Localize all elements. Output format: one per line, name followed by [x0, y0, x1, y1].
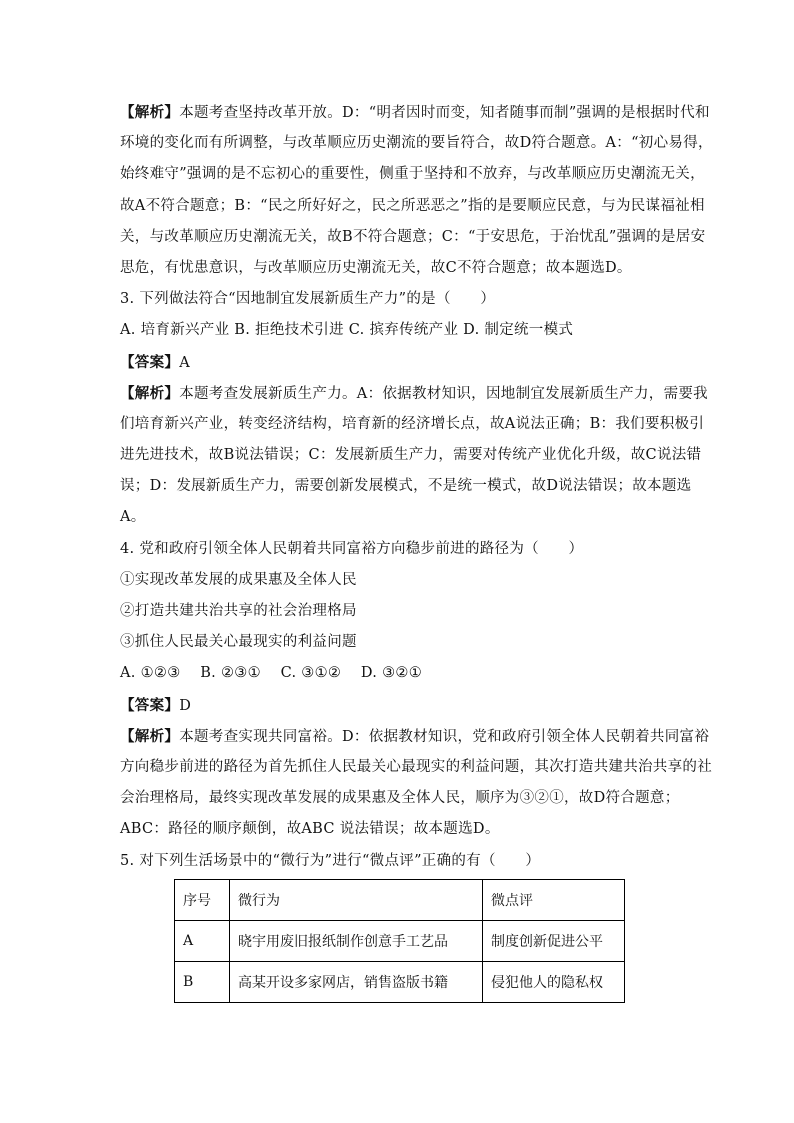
table-header-cell: 序号	[175, 879, 230, 920]
question-4-analysis: 会治理格局，最终实现改革发展的成果惠及全体人民，顺序为③②①，故D符合题意；	[120, 790, 680, 807]
table-row	[175, 920, 625, 961]
table-header-cell: 微行为	[230, 879, 483, 920]
question-4-options: A. ①②③ B. ②③① C. ③①② D. ③②①	[120, 665, 423, 682]
document-page	[120, 97, 713, 1003]
question-4-item: ②打造共建共治共享的社会治理格局	[120, 603, 357, 619]
analysis-line: 故A不符合题意；B：“民之所好好之，民之所恶恶之”指的是要顺应民意，与为民谋福祉相	[120, 197, 705, 214]
question-5: 5. 对下列生活场景中的“微行为”进行“微点评”正确的有（ ）	[120, 852, 541, 869]
question-4-analysis: ABC：路径的顺序颠倒，故ABC 说法错误；故本题选D。	[120, 821, 500, 838]
table-cell: A	[175, 920, 230, 961]
question-5-table	[174, 879, 625, 1003]
question-3-options: A. 培育新兴产业 B. 拒绝技术引进 C. 摈弃传统产业 D. 制定统一模式	[120, 322, 574, 339]
question-4-item: ③抓住人民最关心最现实的利益问题	[120, 634, 357, 651]
question-3-analysis: 误；D：发展新质生产力，需要创新发展模式，不是统一模式，故D说法错误；故本题选	[120, 478, 692, 495]
question-4-analysis: 【解析】本题考查实现共同富裕。D：依据教材知识，党和政府引领全体人民朝着共同富裕	[120, 727, 710, 745]
table-header-row	[175, 879, 625, 920]
table-cell: 晓宇用废旧报纸制作创意手工艺品	[230, 920, 483, 961]
question-4-analysis: 方向稳步前进的路径为首先抓住人民最关心最现实的利益问题，其次打造共建共治共享的社	[120, 758, 712, 775]
table-cell: 高某开设多家网店，销售盗版书籍	[230, 961, 483, 1002]
question-3-analysis: 们培育新兴产业，转变经济结构，培育新的经济增长点，故A说法正确；B：我们要积极引	[120, 415, 705, 432]
analysis-line: 【解析】本题考查坚持改革开放。D：“明者因时而变，知者随事而制”强调的是根据时代和	[120, 104, 710, 121]
analysis-line: 思危，有忧患意识，与改革顺应历史潮流无关，故C不符合题意；故本题选D。	[120, 259, 632, 276]
table-cell: B	[175, 961, 230, 1002]
question-3-analysis: 进先进技术，故B说法错误；C：发展新质生产力，需要对传统产业优化升级，故C说法错	[120, 447, 702, 464]
analysis-line: 关，与改革顺应历史潮流无关，故B不符合题意；C：“于安思危，于治忧乱”强调的是居安	[120, 228, 706, 245]
analysis-line: 环境的变化而有所调整，与改革顺应历史潮流的要旨符合，故D符合题意。A：“初心易得，	[120, 135, 713, 152]
analysis-line: 始终难守”强调的是不忘初心的重要性，侧重于坚持和不放弃，与改革顺应历史潮流无关，	[120, 166, 705, 183]
table-header-cell: 微点评	[483, 879, 625, 920]
question-4: 4. 党和政府引领全体人民朝着共同富裕方向稳步前进的路径为（ ）	[120, 540, 584, 557]
question-3-analysis: 【解析】本题考查发展新质生产力。A：依据教材知识，因地制宜发展新质生产力，需要我	[120, 384, 708, 402]
question-3-analysis: A。	[120, 509, 146, 526]
table-cell: 侵犯他人的隐私权	[483, 961, 625, 1002]
question-3: 3. 下列做法符合“因地制宜发展新质生产力”的是（ ）	[120, 291, 496, 308]
question-4-answer: 【答案】D	[120, 696, 192, 714]
table-row	[175, 961, 625, 1002]
question-3-answer: 【答案】A	[120, 353, 190, 371]
table-cell: 制度创新促进公平	[483, 920, 625, 961]
question-4-item: ①实现改革发展的成果惠及全体人民	[120, 571, 357, 588]
